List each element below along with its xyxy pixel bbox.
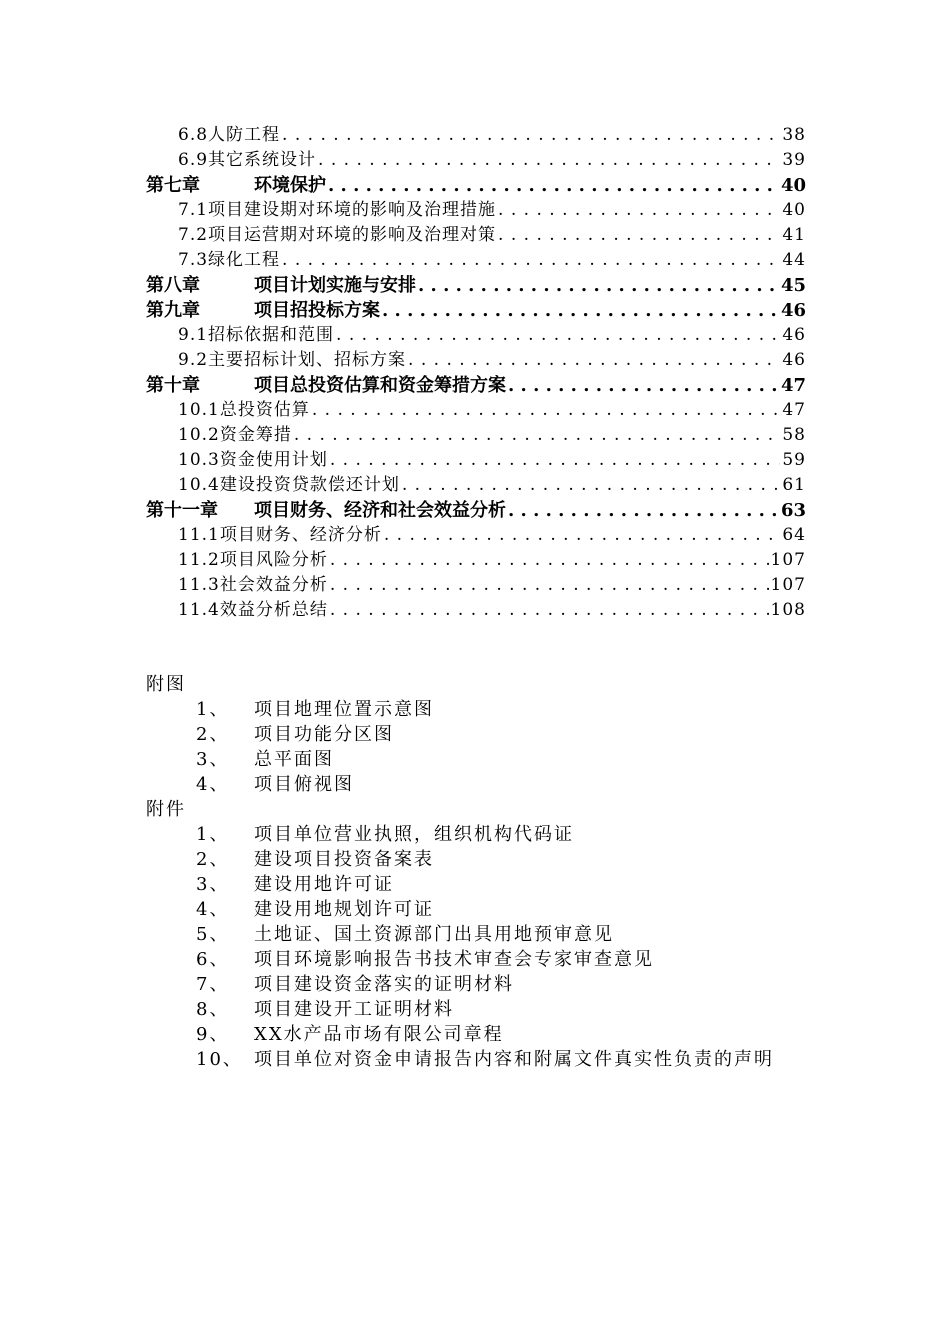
toc-page-number: 46 — [780, 300, 806, 321]
toc-entry-title: 6.9其它系统设计 — [178, 150, 317, 170]
toc-entry-title: 10.2资金筹措 — [178, 425, 292, 445]
toc-section-entry[interactable] — [146, 423, 806, 448]
toc-chapter-number: 第九章 — [146, 300, 200, 321]
toc-entry-title: 11.2项目风险分析 — [178, 550, 328, 570]
toc-page-number: 38 — [782, 125, 806, 145]
toc-leader-dots — [294, 423, 781, 448]
toc-section-entry[interactable] — [146, 548, 806, 573]
toc-page-number: 108 — [770, 600, 806, 620]
toc-entry-title: 10.4建设投资贷款偿还计划 — [178, 475, 400, 495]
toc-chapter-number: 第十章 — [146, 375, 200, 396]
toc-chapter-entry[interactable] — [146, 298, 806, 323]
toc-leader-dots — [382, 298, 779, 323]
toc-page-number: 45 — [780, 275, 806, 296]
list-item-index: 10、 — [196, 1049, 243, 1070]
toc-leader-dots — [330, 448, 781, 473]
figures-section — [146, 672, 826, 797]
toc-leader-dots — [498, 198, 780, 223]
list-item-index: 1、 — [196, 699, 230, 720]
toc-section-entry[interactable] — [146, 323, 806, 348]
toc-entry-title: 11.4效益分析总结 — [178, 600, 328, 620]
toc-section-entry[interactable] — [146, 473, 806, 498]
attachment-list-item — [146, 947, 826, 972]
toc-page-number: 47 — [780, 375, 806, 396]
toc-leader-dots — [508, 373, 779, 398]
toc-leader-dots — [508, 498, 779, 523]
table-of-contents — [146, 123, 806, 623]
toc-chapter-entry[interactable] — [146, 373, 806, 398]
figures-heading: 附图 — [146, 674, 186, 695]
attachments-heading: 附件 — [146, 799, 186, 820]
toc-entry-title: 10.1总投资估算 — [178, 400, 310, 420]
list-item-index: 4、 — [196, 774, 230, 795]
toc-leader-dots — [402, 473, 781, 498]
toc-leader-dots — [330, 548, 769, 573]
list-item-index: 6、 — [196, 949, 230, 970]
list-item-text: 建设项目投资备案表 — [254, 849, 434, 870]
toc-section-entry[interactable] — [146, 248, 806, 273]
toc-entry-title: 项目总投资估算和资金筹措方案 — [254, 375, 506, 396]
figure-list-item — [146, 697, 826, 722]
toc-page-number: 107 — [770, 550, 806, 570]
attachment-list-item — [146, 922, 826, 947]
list-item-text: 项目单位营业执照，组织机构代码证 — [254, 824, 574, 845]
list-item-text: 项目建设开工证明材料 — [254, 999, 454, 1020]
list-item-index: 3、 — [196, 874, 230, 895]
toc-entry-title: 项目财务、经济和社会效益分析 — [254, 500, 506, 521]
toc-entry-title: 11.1项目财务、经济分析 — [178, 525, 382, 545]
toc-section-entry[interactable] — [146, 573, 806, 598]
toc-chapter-entry[interactable] — [146, 498, 806, 523]
attachments-section — [146, 797, 826, 1072]
toc-leader-dots — [330, 598, 769, 623]
toc-entry-title: 7.1项目建设期对环境的影响及治理措施 — [178, 200, 497, 220]
list-item-index: 3、 — [196, 749, 230, 770]
attachment-list-item — [146, 997, 826, 1022]
attachment-list-item — [146, 1022, 826, 1047]
attachment-list-item — [146, 897, 826, 922]
toc-leader-dots — [330, 573, 769, 598]
list-item-text: 项目地理位置示意图 — [254, 699, 434, 720]
toc-chapter-number: 第八章 — [146, 275, 200, 296]
list-item-index: 7、 — [196, 974, 230, 995]
toc-entry-title: 项目招投标方案 — [254, 300, 380, 321]
list-item-text: 项目功能分区图 — [254, 724, 394, 745]
toc-section-entry[interactable] — [146, 448, 806, 473]
list-item-index: 5、 — [196, 924, 230, 945]
list-item-text: 项目建设资金落实的证明材料 — [254, 974, 514, 995]
toc-page-number: 40 — [782, 200, 806, 220]
toc-entry-title: 10.3资金使用计划 — [178, 450, 328, 470]
list-item-text: 项目俯视图 — [254, 774, 354, 795]
toc-page-number: 39 — [782, 150, 806, 170]
toc-leader-dots — [328, 173, 779, 198]
attachment-list-item — [146, 972, 826, 997]
toc-page-number: 47 — [782, 400, 806, 420]
toc-page-number: 46 — [782, 325, 806, 345]
list-item-text: XX水产品市场有限公司章程 — [254, 1024, 504, 1045]
list-item-index: 2、 — [196, 724, 230, 745]
toc-leader-dots — [498, 223, 780, 248]
toc-section-entry[interactable] — [146, 398, 806, 423]
list-item-text: 项目单位对资金申请报告内容和附属文件真实性负责的声明 — [254, 1049, 774, 1070]
toc-section-entry[interactable] — [146, 523, 806, 548]
list-item-index: 2、 — [196, 849, 230, 870]
toc-section-entry[interactable] — [146, 198, 806, 223]
toc-section-entry[interactable] — [146, 123, 806, 148]
toc-entry-title: 11.3社会效益分析 — [178, 575, 328, 595]
toc-section-entry[interactable] — [146, 598, 806, 623]
figure-list-item — [146, 722, 826, 747]
toc-leader-dots — [408, 348, 780, 373]
list-item-text: 总平面图 — [254, 749, 334, 770]
toc-entry-title: 项目计划实施与安排 — [254, 275, 416, 296]
list-item-text: 建设用地规划许可证 — [254, 899, 434, 920]
toc-leader-dots — [282, 123, 780, 148]
toc-leader-dots — [384, 523, 781, 548]
toc-leader-dots — [418, 273, 779, 298]
toc-page-number: 61 — [782, 475, 806, 495]
list-item-index: 9、 — [196, 1024, 230, 1045]
toc-leader-dots — [336, 323, 780, 348]
figure-list-item — [146, 772, 826, 797]
attachment-list-item — [146, 847, 826, 872]
toc-entry-title: 9.1招标依据和范围 — [178, 325, 335, 345]
toc-leader-dots — [282, 248, 780, 273]
toc-page-number: 40 — [780, 175, 806, 196]
toc-page-number: 107 — [770, 575, 806, 595]
list-item-index: 4、 — [196, 899, 230, 920]
toc-page-number: 63 — [780, 500, 806, 521]
toc-section-entry[interactable] — [146, 348, 806, 373]
toc-entry-title: 6.8人防工程 — [178, 125, 281, 145]
toc-leader-dots — [318, 148, 780, 173]
list-item-index: 8、 — [196, 999, 230, 1020]
figure-list-item — [146, 747, 826, 772]
toc-page-number: 44 — [782, 250, 806, 270]
toc-page-number: 41 — [782, 225, 806, 245]
toc-chapter-entry[interactable] — [146, 173, 806, 198]
attachment-list-item — [146, 1047, 826, 1072]
toc-page-number: 46 — [782, 350, 806, 370]
list-item-index: 1、 — [196, 824, 230, 845]
attachment-list-item — [146, 872, 826, 897]
toc-chapter-entry[interactable] — [146, 273, 806, 298]
attachment-list-item — [146, 822, 826, 847]
toc-entry-title: 7.3绿化工程 — [178, 250, 281, 270]
toc-section-entry[interactable] — [146, 223, 806, 248]
toc-entry-title: 9.2主要招标计划、招标方案 — [178, 350, 407, 370]
toc-page-number: 59 — [782, 450, 806, 470]
toc-entry-title: 环境保护 — [254, 175, 326, 196]
list-item-text: 土地证、国土资源部门出具用地预审意见 — [254, 924, 614, 945]
toc-leader-dots — [312, 398, 781, 423]
toc-page-number: 58 — [782, 425, 806, 445]
list-item-text: 项目环境影响报告书技术审查会专家审查意见 — [254, 949, 654, 970]
toc-chapter-number: 第十一章 — [146, 500, 218, 521]
toc-chapter-number: 第七章 — [146, 175, 200, 196]
toc-section-entry[interactable] — [146, 148, 806, 173]
toc-page-number: 64 — [782, 525, 806, 545]
toc-entry-title: 7.2项目运营期对环境的影响及治理对策 — [178, 225, 497, 245]
list-item-text: 建设用地许可证 — [254, 874, 394, 895]
